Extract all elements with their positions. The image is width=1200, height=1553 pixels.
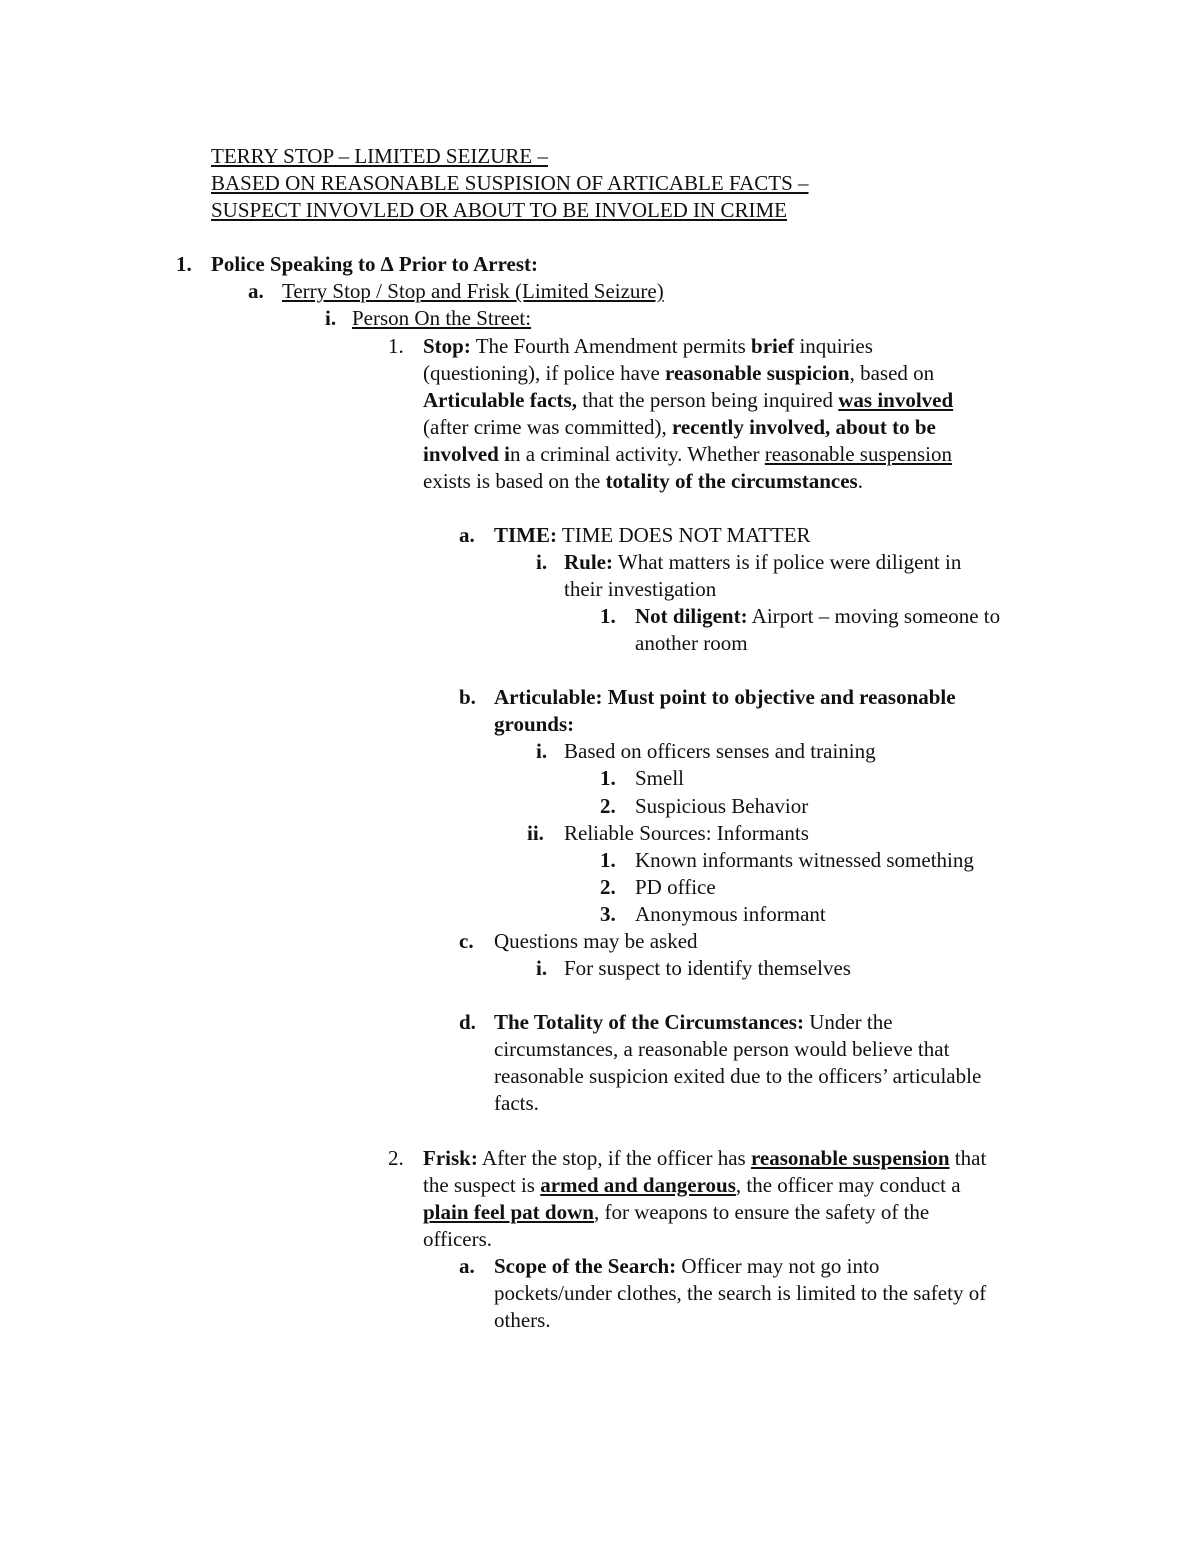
section-1-number: 1. bbox=[176, 252, 192, 276]
not-diligent-line-1: Not diligent: Airport – moving someone to bbox=[635, 604, 1001, 628]
scope-line-3: others. bbox=[494, 1308, 551, 1332]
stop-line-1: Stop: The Fourth Amendment permits brief inquiries bbox=[423, 334, 873, 358]
scope-number: a. bbox=[459, 1254, 475, 1278]
identify-number: i. bbox=[536, 956, 548, 980]
rule-line-2: their investigation bbox=[564, 577, 717, 601]
stop-line-6: exists is based on the totality of the circumstances. bbox=[423, 469, 863, 493]
item-a-text: Terry Stop / Stop and Frisk (Limited Seizure) bbox=[282, 279, 664, 303]
frisk-line-3: plain feel pat down, for weapons to ensure the safety of the bbox=[423, 1200, 930, 1224]
articulable-number: b. bbox=[459, 685, 476, 709]
behavior-text: Suspicious Behavior bbox=[635, 794, 809, 818]
header-line-1: TERRY STOP – LIMITED SEIZURE – bbox=[211, 144, 548, 168]
identify-text: For suspect to identify themselves bbox=[564, 956, 851, 980]
rule-line-1: Rule: What matters is if police were diligent in bbox=[564, 550, 962, 574]
frisk-number: 2. bbox=[388, 1146, 404, 1170]
smell-text: Smell bbox=[635, 766, 685, 790]
frisk-line-4: officers. bbox=[423, 1227, 492, 1251]
totality-number: d. bbox=[459, 1010, 476, 1034]
smell-number: 1. bbox=[600, 766, 616, 790]
questions-number: c. bbox=[459, 929, 474, 953]
articulable-line-1: Articulable: Must point to objective and reasonable bbox=[494, 685, 956, 709]
item-a-number: a. bbox=[248, 279, 264, 303]
totality-line-3: reasonable suspicion exited due to the officers’ articulable bbox=[494, 1064, 982, 1088]
scope-line-1: Scope of the Search: Officer may not go into bbox=[494, 1254, 880, 1278]
pd-office-number: 2. bbox=[600, 875, 616, 899]
totality-line-4: facts. bbox=[494, 1091, 539, 1115]
anonymous-text: Anonymous informant bbox=[635, 902, 826, 926]
time-number: a. bbox=[459, 523, 475, 547]
anonymous-number: 3. bbox=[600, 902, 616, 926]
sources-number: ii. bbox=[527, 821, 544, 845]
stop-number: 1. bbox=[388, 334, 404, 358]
known-informants-number: 1. bbox=[600, 848, 616, 872]
pd-office-text: PD office bbox=[635, 875, 716, 899]
rule-number: i. bbox=[536, 550, 548, 574]
not-diligent-line-2: another room bbox=[635, 631, 748, 655]
senses-text: Based on officers senses and training bbox=[564, 739, 876, 763]
totality-line-1: The Totality of the Circumstances: Under the bbox=[494, 1010, 893, 1034]
item-i-number: i. bbox=[325, 306, 337, 330]
section-1-heading: Police Speaking to ∆ Prior to Arrest: bbox=[211, 252, 539, 276]
articulable-line-2: grounds: bbox=[494, 712, 575, 736]
stop-line-4: (after crime was committed), recently involved, about to be bbox=[423, 415, 936, 439]
frisk-line-1: Frisk: After the stop, if the officer has reasonable suspension that bbox=[423, 1146, 987, 1170]
questions-text: Questions may be asked bbox=[494, 929, 698, 953]
stop-line-2: (questioning), if police have reasonable suspicion, based on bbox=[423, 361, 935, 385]
time-text: TIME: TIME DOES NOT MATTER bbox=[494, 523, 811, 547]
frisk-line-2: the suspect is armed and dangerous, the officer may conduct a bbox=[423, 1173, 961, 1197]
header-line-3: SUSPECT INVOVLED OR ABOUT TO BE INVOLED IN CRIME bbox=[211, 198, 787, 222]
stop-line-3: Articulable facts, that the person being inquired was involved bbox=[423, 388, 954, 412]
not-diligent-number: 1. bbox=[600, 604, 616, 628]
header-line-2: BASED ON REASONABLE SUSPISION OF ARTICABLE FACTS – bbox=[211, 171, 809, 195]
known-informants-text: Known informants witnessed something bbox=[635, 848, 974, 872]
stop-line-5: involved in a criminal activity. Whether reasonable suspension bbox=[423, 442, 952, 466]
totality-line-2: circumstances, a reasonable person would believe that bbox=[494, 1037, 950, 1061]
senses-number: i. bbox=[536, 739, 548, 763]
sources-text: Reliable Sources: Informants bbox=[564, 821, 809, 845]
behavior-number: 2. bbox=[600, 794, 616, 818]
scope-line-2: pockets/under clothes, the search is limited to the safety of bbox=[494, 1281, 987, 1305]
item-i-text: Person On the Street: bbox=[352, 306, 532, 330]
